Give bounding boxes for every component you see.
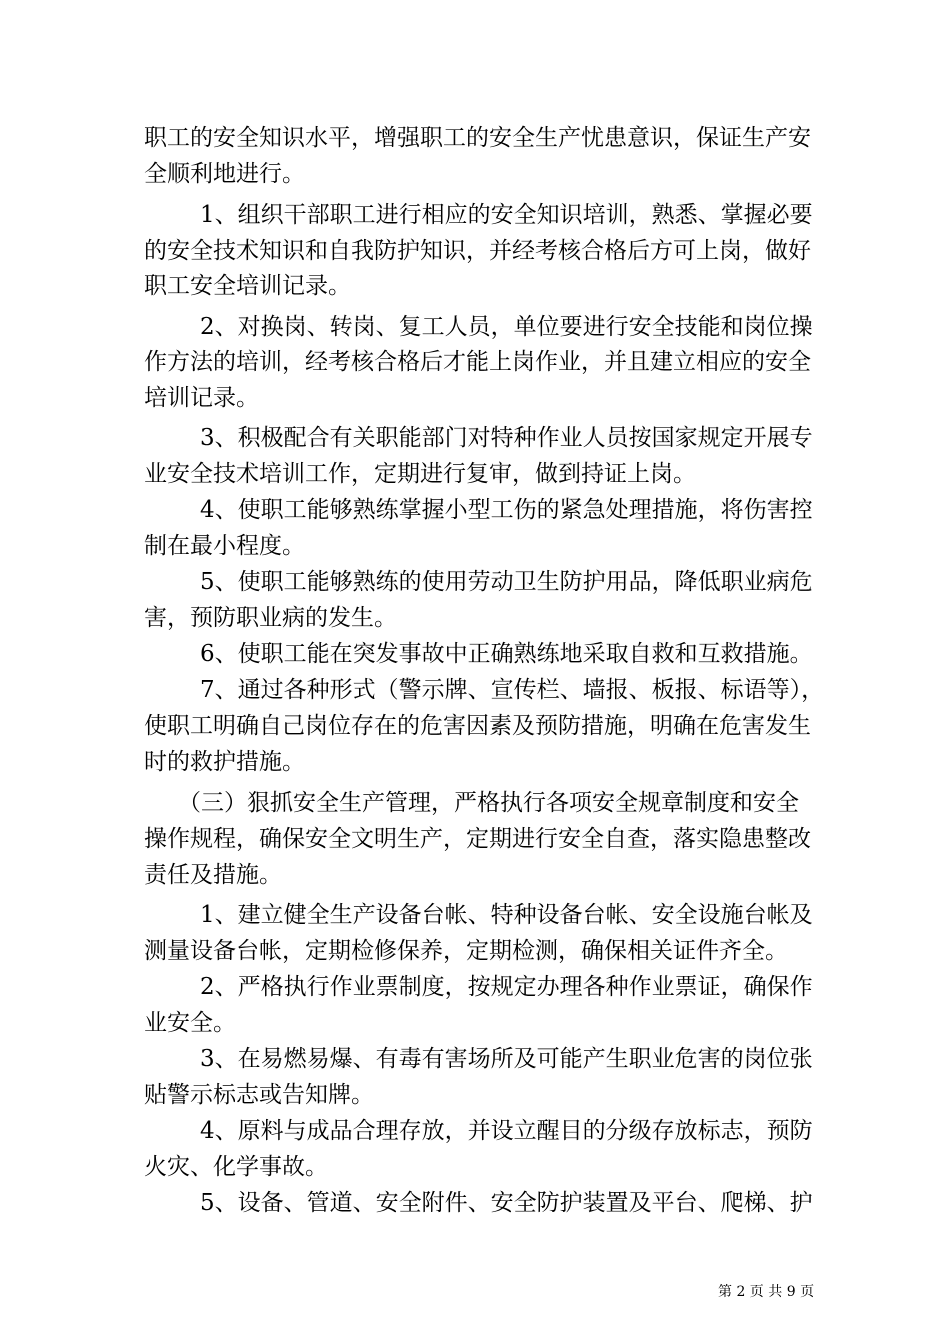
body-text-line: 时的救护措施。 (144, 749, 305, 775)
body-text-line: 贴警示标志或告知牌。 (144, 1082, 374, 1108)
body-text-line: 全顺利地进行。 (144, 161, 305, 187)
body-text-line: 3、在易燃易爆、有毒有害场所及可能产生职业危害的岗位张 (200, 1046, 813, 1072)
section-heading-line: （三）狠抓安全生产管理，严格执行各项安全规章制度和安全 (178, 790, 799, 816)
body-text-line: 制在最小程度。 (144, 533, 305, 559)
body-text-line: 1、建立健全生产设备台帐、特种设备台帐、安全设施台帐及 (200, 902, 813, 928)
body-text-line: 火灾、化学事故。 (144, 1154, 328, 1180)
body-text-line: 培训记录。 (144, 385, 259, 411)
body-text-line: 2、严格执行作业票制度，按规定办理各种作业票证，确保作 (200, 974, 813, 1000)
body-text-line: 3、积极配合有关职能部门对特种作业人员按国家规定开展专 (200, 425, 813, 451)
body-text-line: 测量设备台帐，定期检修保养，定期检测，确保相关证件齐全。 (144, 938, 788, 964)
body-text-line: 职工的安全知识水平，增强职工的安全生产忧患意识，保证生产安 (144, 125, 811, 151)
body-text-line: 害，预防职业病的发生。 (144, 605, 397, 631)
body-text-line: 职工安全培训记录。 (144, 273, 351, 299)
page-number: 第 2 页 共 9 页 (718, 1284, 815, 1300)
body-text-line: 业安全。 (144, 1010, 236, 1036)
body-text-line: 2、对换岗、转岗、复工人员，单位要进行安全技能和岗位操 (200, 314, 813, 340)
body-text-line: 责任及措施。 (144, 862, 282, 888)
body-text-line: 6、使职工能在突发事故中正确熟练地采取自救和互救措施。 (200, 641, 813, 667)
body-text-line: 5、使职工能够熟练的使用劳动卫生防护用品，降低职业病危 (200, 569, 813, 595)
body-text-line: 5、设备、管道、安全附件、安全防护装置及平台、爬梯、护 (200, 1190, 813, 1216)
body-text-line: 作方法的培训，经考核合格后才能上岗作业，并且建立相应的安全 (144, 349, 811, 375)
body-text-line: 4、使职工能够熟练掌握小型工伤的紧急处理措施，将伤害控 (200, 497, 813, 523)
body-text-line: 业安全技术培训工作，定期进行复审，做到持证上岗。 (144, 461, 696, 487)
body-text-line: 1、组织干部职工进行相应的安全知识培训，熟悉、掌握必要 (200, 202, 813, 228)
body-text-line: 4、原料与成品合理存放，并设立醒目的分级存放标志，预防 (200, 1118, 813, 1144)
body-text-line: 操作规程，确保安全文明生产，定期进行安全自查，落实隐患整改 (144, 826, 811, 852)
body-text-line: 7、通过各种形式（警示牌、宣传栏、墙报、板报、标语等）， (200, 677, 825, 703)
body-text-line: 的安全技术知识和自我防护知识，并经考核合格后方可上岗，做好 (144, 238, 811, 264)
body-text-line: 使职工明确自己岗位存在的危害因素及预防措施，明确在危害发生 (144, 713, 811, 739)
